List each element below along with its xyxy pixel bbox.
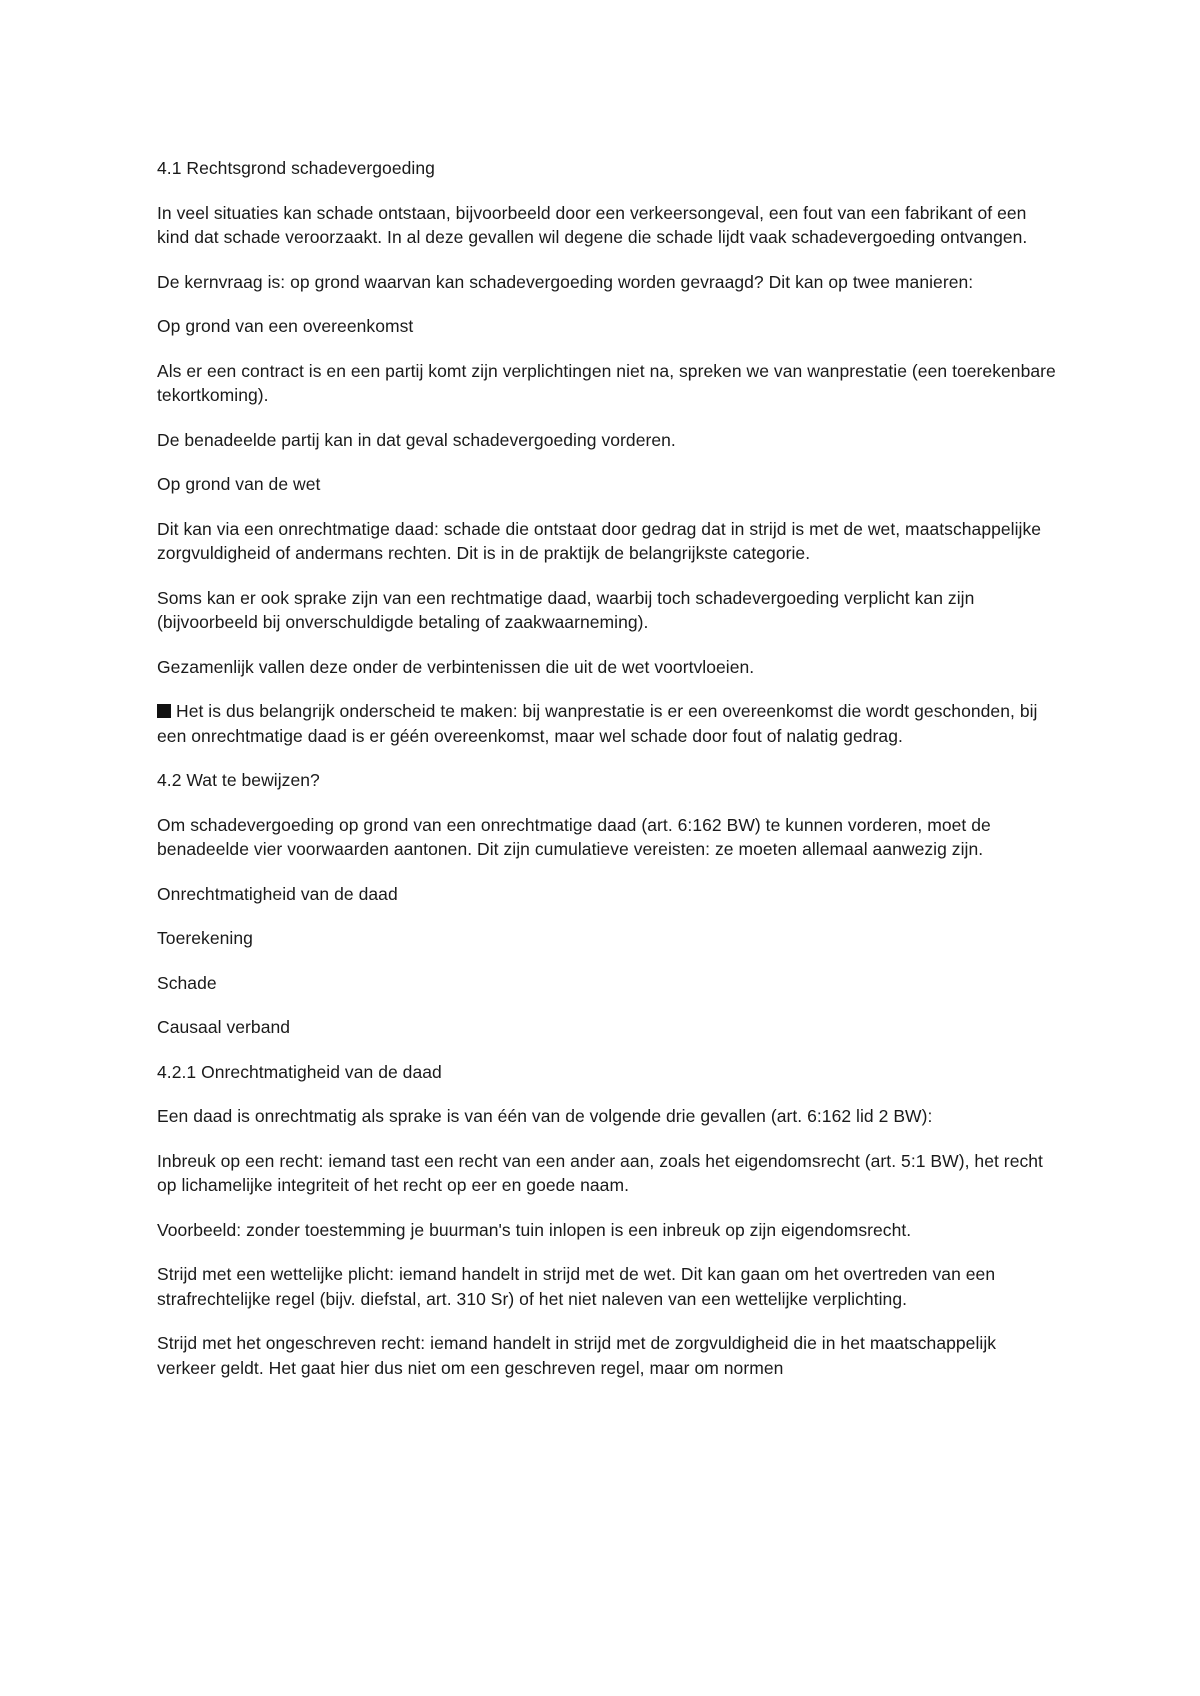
paragraph-onrechtmatigheid: Onrechtmatigheid van de daad <box>157 883 398 904</box>
paragraph-wet-title: Op grond van de wet <box>157 474 321 494</box>
paragraph-drie-gevallen: Een daad is onrechtmatig als sprake is van één van de volgende drie gevallen (art. 6:162 lid 2 BW): <box>157 1106 933 1126</box>
paragraph-toerekening: Toerekening <box>157 928 253 948</box>
paragraph-onderscheid: Het is dus belangrijk onderscheid te maken: bij wanprestatie is er een overeenkomst die wordt geschonden, bij een onrechtmatige daad is er géén overeenkomst, maar wel schade door fout of nalatig gedrag. <box>157 701 1038 746</box>
paragraph-kernvraag: De kernvraag is: op grond waarvan kan schadevergoeding worden gevraagd? Dit kan op twee manieren: <box>157 271 974 292</box>
paragraph-voorbeeld-tuin: Voorbeeld: zonder toestemming je buurman's tuin inlopen is een inbreuk op zijn eigendomsrecht. <box>157 1219 912 1240</box>
paragraph-causaal-verband: Causaal verband <box>157 1017 291 1037</box>
section-heading-4-2-1: 4.2.1 Onrechtmatigheid van de daad <box>157 1061 442 1082</box>
paragraph-onderscheid-container <box>157 699 1057 748</box>
document-body <box>157 156 1057 1400</box>
section-heading-4-2: 4.2 Wat te bewijzen? <box>157 770 320 790</box>
paragraph-overeenkomst-title: Op grond van een overeenkomst <box>157 316 414 336</box>
paragraph-wanprestatie: Als er een contract is en een partij komt zijn verplichtingen niet na, spreken we van wanprestatie (een toerekenbare tekortkoming). <box>157 360 1056 405</box>
black-square-icon <box>157 704 171 718</box>
paragraph-benadeelde-partij: De benadeelde partij kan in dat geval schadevergoeding vorderen. <box>157 429 676 450</box>
paragraph-schade: Schade <box>157 972 217 993</box>
paragraph-inbreuk-recht: Inbreuk op een recht: iemand tast een recht van een ander aan, zoals het eigendomsrecht (art. 5:1 BW), het recht op lichamelijke integriteit of het recht op eer en goede naam. <box>157 1150 1043 1195</box>
paragraph-onrechtmatige-daad: Dit kan via een onrechtmatige daad: schade die ontstaat door gedrag dat in strijd is met de wet, maatschappelijke zorgvuldigheid of andermans rechten. Dit is in de praktijk de belangrijkste categorie. <box>157 518 1042 563</box>
paragraph-wettelijke-plicht: Strijd met een wettelijke plicht: iemand handelt in strijd met de wet. Dit kan gaan om het overtreden van een strafrechtelijke regel (bijv. diefstal, art. 310 Sr) of het niet naleven van een wettelijke verplichting. <box>157 1264 996 1309</box>
section-heading-4-1: 4.1 Rechtsgrond schadevergoeding <box>157 158 435 178</box>
paragraph-vier-voorwaarden: Om schadevergoeding op grond van een onrechtmatige daad (art. 6:162 BW) te kunnen vorderen, moet de benadeelde vier voorwaarden aantonen. Dit zijn cumulatieve vereisten: ze moeten allemaal aanwezig zijn. <box>157 814 991 859</box>
paragraph-verbintenissen: Gezamenlijk vallen deze onder de verbintenissen die uit de wet voortvloeien. <box>157 656 755 677</box>
paragraph-ongeschreven-recht: Strijd met het ongeschreven recht: iemand handelt in strijd met de zorgvuldigheid die in het maatschappelijk verkeer geldt. Het gaat hier dus niet om een geschreven regel, maar om normen <box>157 1333 997 1378</box>
paragraph-rechtmatige-daad: Soms kan er ook sprake zijn van een rechtmatige daad, waarbij toch schadevergoeding verplicht kan zijn (bijvoorbeeld bij onverschuldigde betaling of zaakwaarneming). <box>157 587 975 632</box>
paragraph-intro: In veel situaties kan schade ontstaan, bijvoorbeeld door een verkeersongeval, een fout van een fabrikant of een kind dat schade veroorzaakt. In al deze gevallen wil degene die schade lijdt vaak schadevergoeding ontvangen. <box>157 202 1028 247</box>
